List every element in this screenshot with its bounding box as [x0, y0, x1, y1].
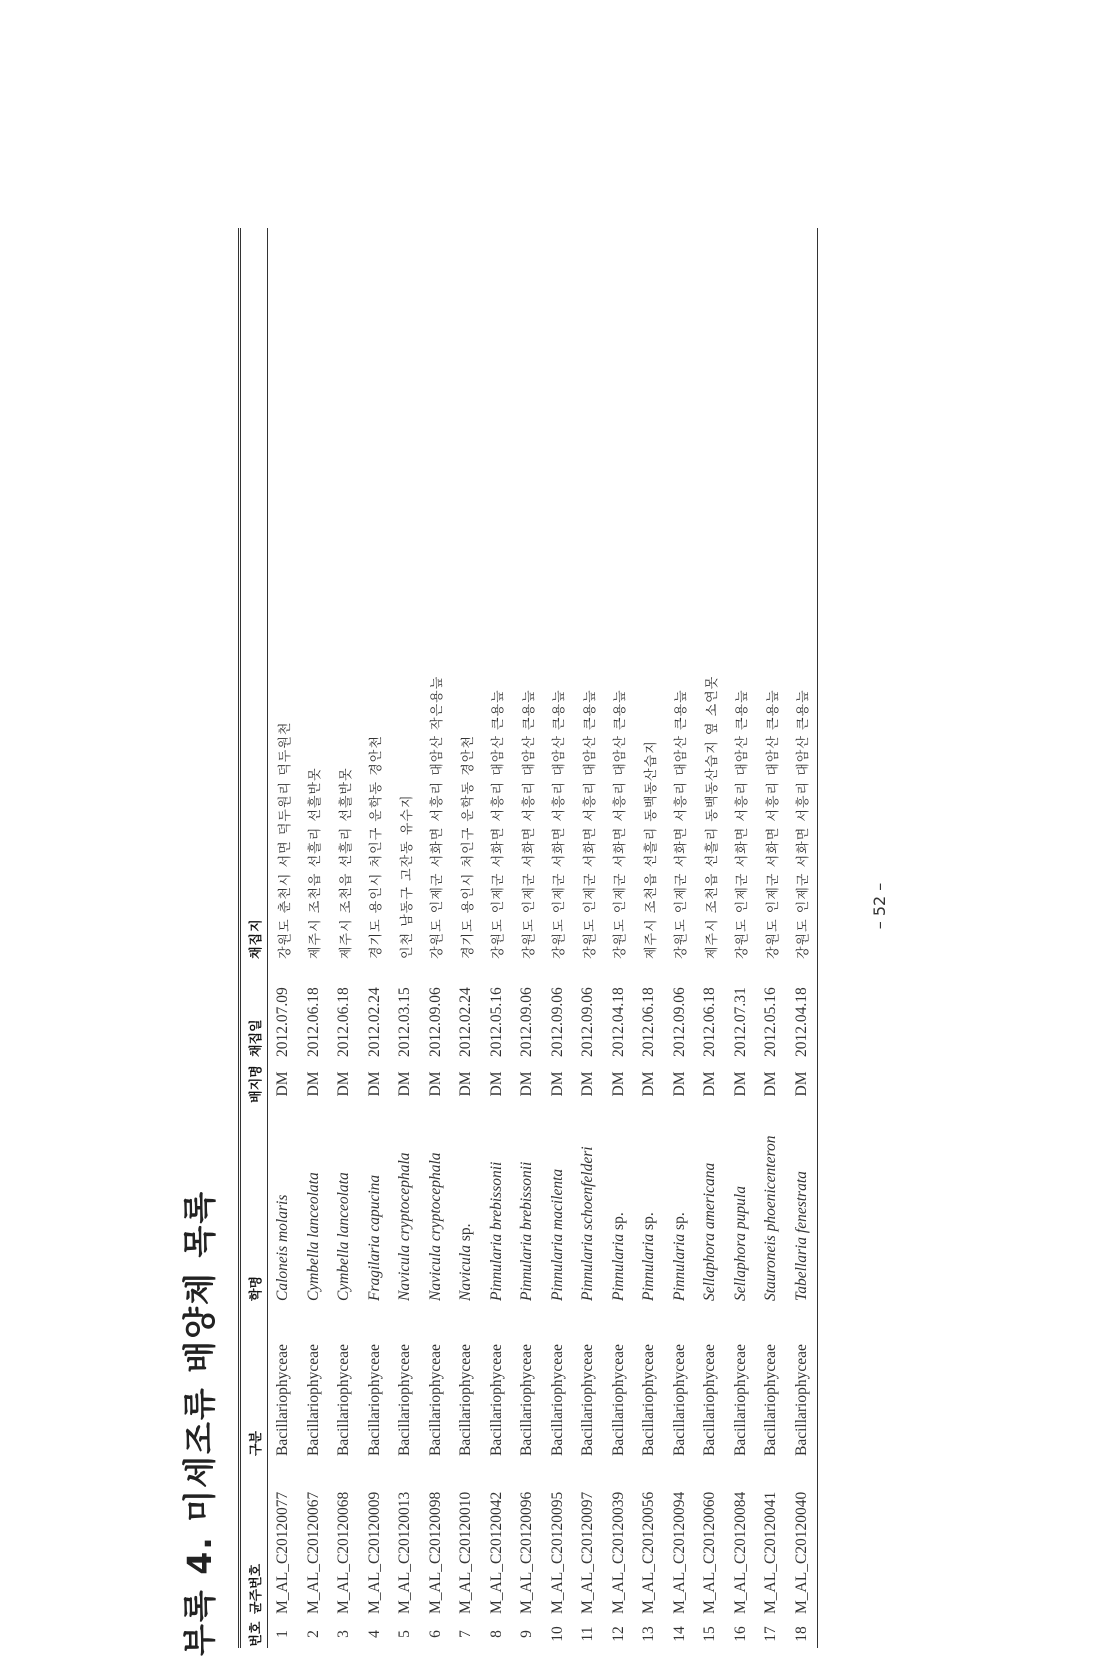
- header-no: 번호: [248, 1621, 264, 1647]
- row-scientific-name: [396, 1105, 414, 1301]
- row-medium: DM: [487, 1071, 505, 1097]
- genus-species: Pinnularia brebissonii: [487, 1161, 505, 1301]
- genus-species: Sellaphora americana: [701, 1162, 719, 1301]
- header-date: 채집일: [248, 1019, 264, 1057]
- species-abbrev: sp.: [457, 1223, 475, 1242]
- table-bottom-rule: [817, 228, 818, 1648]
- row-scientific-name: [579, 1105, 597, 1301]
- row-medium: DM: [731, 1071, 749, 1097]
- row-date: 2012.09.06: [548, 987, 566, 1057]
- row-medium: DM: [792, 1071, 810, 1097]
- row-site: 제주시 조천읍 선흘리 선흘반못: [308, 767, 324, 959]
- row-scientific-name: [762, 1105, 780, 1301]
- row-id: M_AL_C20120013: [396, 1491, 414, 1614]
- row-class: Bacillariophyceae: [670, 1344, 688, 1456]
- row-medium: DM: [762, 1071, 780, 1097]
- row-id: M_AL_C20120042: [487, 1491, 505, 1614]
- row-date: 2012.03.15: [396, 987, 414, 1057]
- row-id: M_AL_C20120068: [335, 1491, 353, 1614]
- row-medium: DM: [365, 1071, 383, 1097]
- table-row: [787, 228, 818, 1648]
- row-medium: DM: [396, 1071, 414, 1097]
- genus-species: Pinnularia: [670, 1233, 688, 1301]
- row-medium: DM: [335, 1071, 353, 1097]
- table-row: [634, 228, 665, 1648]
- row-site: 강원도 인제군 서화면 서흥리 대암산 큰용늪: [735, 689, 751, 959]
- row-class: Bacillariophyceae: [335, 1344, 353, 1456]
- table-header-row: [241, 228, 267, 1648]
- row-scientific-name: [488, 1105, 506, 1301]
- row-id: M_AL_C20120056: [640, 1491, 658, 1614]
- row-scientific-name: [274, 1105, 292, 1301]
- row-class: Bacillariophyceae: [304, 1344, 322, 1456]
- table-row: [604, 228, 635, 1648]
- row-date: 2012.09.06: [670, 987, 688, 1057]
- row-site: 강원도 인제군 서화면 서흥리 대암산 큰용늪: [552, 689, 568, 959]
- row-date: 2012.02.24: [457, 987, 475, 1057]
- header-scientific-name: 학명: [248, 1275, 264, 1301]
- row-date: 2012.09.06: [579, 987, 597, 1057]
- row-medium: DM: [304, 1071, 322, 1097]
- row-class: Bacillariophyceae: [548, 1344, 566, 1456]
- row-site: 강원도 인제군 서화면 서흥리 대암산 작은용늪: [430, 675, 446, 959]
- row-class: Bacillariophyceae: [792, 1344, 810, 1456]
- genus-species: Navicula cryptocephala: [396, 1152, 414, 1301]
- row-medium: DM: [274, 1071, 292, 1097]
- row-site: 강원도 춘천시 서면 덕두원리 덕두원천: [277, 721, 293, 959]
- row-site: 강원도 인제군 서화면 서흥리 대암산 큰용늪: [613, 689, 629, 959]
- table-row: [360, 228, 391, 1648]
- row-id: M_AL_C20120098: [426, 1491, 444, 1614]
- row-date: 2012.06.18: [335, 987, 353, 1057]
- row-date: 2012.04.18: [609, 987, 627, 1057]
- row-class: Bacillariophyceae: [518, 1344, 536, 1456]
- row-date: 2012.06.18: [304, 987, 322, 1057]
- row-site: 제주시 조천읍 선흘리 동백동산습지 옆 소연못: [704, 675, 720, 959]
- genus-species: Navicula cryptocephala: [426, 1152, 444, 1301]
- row-medium: DM: [579, 1071, 597, 1097]
- row-date: 2012.07.31: [731, 987, 749, 1057]
- table-row: [268, 228, 299, 1648]
- row-date: 2012.06.18: [701, 987, 719, 1057]
- row-id: M_AL_C20120041: [762, 1491, 780, 1614]
- row-date: 2012.07.09: [274, 987, 292, 1057]
- row-site: 강원도 인제군 서화면 서흥리 대암산 큰용늪: [582, 689, 598, 959]
- row-date: 2012.09.06: [518, 987, 536, 1057]
- row-class: Bacillariophyceae: [274, 1344, 292, 1456]
- row-class: Bacillariophyceae: [640, 1344, 658, 1456]
- row-no: 15: [701, 1626, 719, 1642]
- row-id: M_AL_C20120067: [304, 1491, 322, 1614]
- row-no: 3: [335, 1630, 353, 1638]
- genus-species: Cymbella lanceolata: [335, 1172, 353, 1301]
- table-row: [543, 228, 574, 1648]
- row-class: Bacillariophyceae: [396, 1344, 414, 1456]
- row-date: 2012.05.16: [762, 987, 780, 1057]
- row-class: Bacillariophyceae: [457, 1344, 475, 1456]
- row-id: M_AL_C20120060: [701, 1491, 719, 1614]
- row-class: Bacillariophyceae: [579, 1344, 597, 1456]
- row-scientific-name: [701, 1105, 719, 1301]
- row-id: M_AL_C20120077: [274, 1491, 292, 1614]
- row-site: 제주시 조천읍 선흘리 선흘반못: [338, 767, 354, 959]
- row-date: 2012.09.06: [426, 987, 444, 1057]
- row-no: 11: [579, 1626, 597, 1642]
- row-site: 인천 남동구 고잔동 유수지: [399, 794, 415, 959]
- row-no: 18: [792, 1626, 810, 1642]
- row-site: 경기도 용인시 처인구 운학동 경안천: [460, 735, 476, 959]
- genus-species: Cymbella lanceolata: [304, 1172, 322, 1301]
- row-site: 강원도 인제군 서화면 서흥리 대암산 큰용늪: [491, 689, 507, 959]
- table-row: [451, 228, 482, 1648]
- genus-species: Pinnularia macilenta: [548, 1168, 566, 1301]
- row-no: 8: [487, 1630, 505, 1638]
- row-scientific-name: [518, 1105, 536, 1301]
- row-site: 경기도 용인시 처인구 운학동 경안천: [369, 735, 385, 959]
- row-site: 강원도 인제군 서화면 서흥리 대암산 큰용늪: [674, 689, 690, 959]
- row-scientific-name: [427, 1105, 445, 1301]
- row-medium: DM: [701, 1071, 719, 1097]
- table-row: [756, 228, 787, 1648]
- row-no: 17: [762, 1626, 780, 1642]
- row-id: M_AL_C20120084: [731, 1491, 749, 1614]
- row-medium: DM: [426, 1071, 444, 1097]
- genus-species: Pinnularia: [609, 1233, 627, 1301]
- table-row: [726, 228, 757, 1648]
- page-title: 부록 4. 미세조류 배양체 목록: [180, 1189, 219, 1656]
- table-row: [390, 228, 421, 1648]
- species-abbrev: sp.: [609, 1212, 627, 1230]
- genus-species: Pinnularia brebissonii: [518, 1161, 536, 1301]
- row-class: Bacillariophyceae: [701, 1344, 719, 1456]
- row-no: 7: [457, 1630, 475, 1638]
- table-row: [329, 228, 360, 1648]
- table-row: [421, 228, 452, 1648]
- table-row: [573, 228, 604, 1648]
- genus-species: Pinnularia schoenfelderi: [579, 1146, 597, 1301]
- genus-species: Caloneis molaris: [274, 1194, 292, 1301]
- row-scientific-name: [366, 1105, 384, 1301]
- row-date: 2012.06.18: [640, 987, 658, 1057]
- row-id: M_AL_C20120097: [579, 1491, 597, 1614]
- row-site: 제주시 조천읍 선흘리 동백동산습지: [643, 740, 659, 959]
- row-no: 13: [640, 1626, 658, 1642]
- row-scientific-name: [793, 1105, 811, 1301]
- row-date: 2012.02.24: [365, 987, 383, 1057]
- row-no: 1: [274, 1630, 292, 1638]
- row-class: Bacillariophyceae: [609, 1344, 627, 1456]
- rotated-content: [170, 156, 910, 1656]
- row-no: 4: [365, 1630, 383, 1638]
- genus-species: Sellaphora pupula: [731, 1186, 749, 1301]
- table-row: [512, 228, 543, 1648]
- row-medium: DM: [548, 1071, 566, 1097]
- row-id: M_AL_C20120095: [548, 1491, 566, 1614]
- row-scientific-name: [671, 1105, 689, 1301]
- row-class: Bacillariophyceae: [426, 1344, 444, 1456]
- row-scientific-name: [610, 1105, 628, 1301]
- species-abbrev: sp.: [670, 1212, 688, 1230]
- row-class: Bacillariophyceae: [365, 1344, 383, 1456]
- row-class: Bacillariophyceae: [487, 1344, 505, 1456]
- row-site: 강원도 인제군 서화면 서흥리 대암산 큰용늪: [796, 689, 812, 959]
- table-body: [268, 228, 817, 1648]
- header-medium: 배지명: [248, 1065, 264, 1103]
- row-no: 6: [426, 1630, 444, 1638]
- row-id: M_AL_C20120009: [365, 1491, 383, 1614]
- genus-species: Navicula: [457, 1245, 475, 1301]
- row-medium: DM: [609, 1071, 627, 1097]
- row-scientific-name: [549, 1105, 567, 1301]
- header-site: 채집지: [248, 918, 264, 959]
- row-scientific-name: [732, 1105, 750, 1301]
- row-no: 12: [609, 1626, 627, 1642]
- row-scientific-name: [305, 1105, 323, 1301]
- row-no: 9: [518, 1630, 536, 1638]
- page-number: – 52 –: [870, 882, 889, 930]
- row-id: M_AL_C20120096: [518, 1491, 536, 1614]
- table-row: [665, 228, 696, 1648]
- genus-species: Fragilaria capucina: [365, 1174, 383, 1301]
- row-date: 2012.05.16: [487, 987, 505, 1057]
- row-no: 2: [304, 1630, 322, 1638]
- row-scientific-name: [640, 1105, 658, 1301]
- row-scientific-name: [457, 1105, 475, 1301]
- row-scientific-name: [335, 1105, 353, 1301]
- row-id: M_AL_C20120094: [670, 1491, 688, 1614]
- header-class: 구분: [248, 1430, 264, 1456]
- row-no: 14: [670, 1626, 688, 1642]
- genus-species: Stauroneis phoenicenteron: [762, 1135, 780, 1301]
- row-class: Bacillariophyceae: [731, 1344, 749, 1456]
- row-medium: DM: [640, 1071, 658, 1097]
- row-id: M_AL_C20120010: [457, 1491, 475, 1614]
- genus-species: Pinnularia: [640, 1233, 658, 1301]
- row-no: 16: [731, 1626, 749, 1642]
- genus-species: Tabellaria fenestrata: [792, 1171, 810, 1301]
- row-no: 5: [396, 1630, 414, 1638]
- table-row: [695, 228, 726, 1648]
- row-no: 10: [548, 1626, 566, 1642]
- row-medium: DM: [518, 1071, 536, 1097]
- header-id: 균주번호: [248, 1563, 264, 1614]
- culture-table: [238, 228, 818, 1648]
- row-id: M_AL_C20120040: [792, 1491, 810, 1614]
- row-date: 2012.04.18: [792, 987, 810, 1057]
- table-row: [299, 228, 330, 1648]
- species-abbrev: sp.: [640, 1212, 658, 1230]
- row-id: M_AL_C20120039: [609, 1491, 627, 1614]
- row-site: 강원도 인제군 서화면 서흥리 대암산 큰용늪: [765, 689, 781, 959]
- row-site: 강원도 인제군 서화면 서흥리 대암산 큰용늪: [521, 689, 537, 959]
- table-row: [482, 228, 513, 1648]
- row-class: Bacillariophyceae: [762, 1344, 780, 1456]
- row-medium: DM: [457, 1071, 475, 1097]
- row-medium: DM: [670, 1071, 688, 1097]
